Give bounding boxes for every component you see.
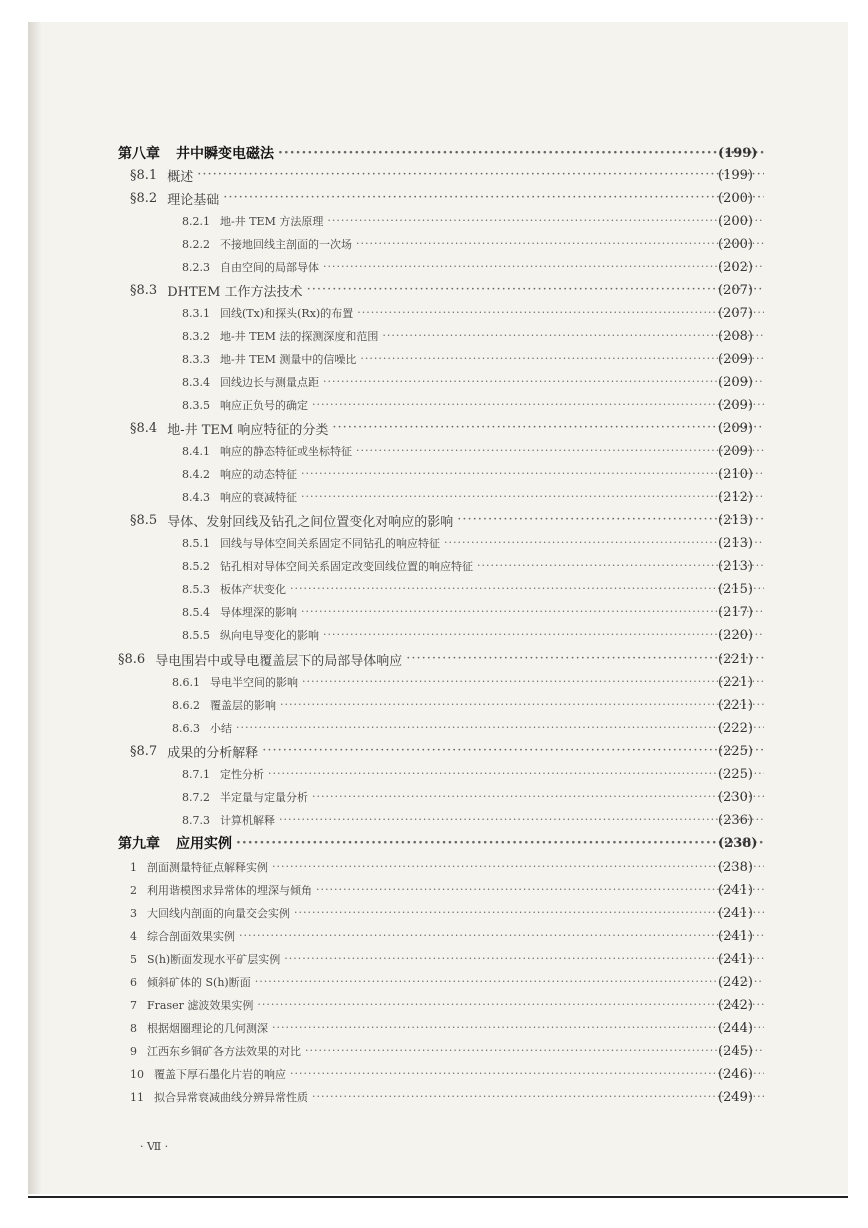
- toc-example-row: [0, 948, 868, 970]
- toc-number: 8.5.2: [182, 559, 210, 573]
- page-folio: · Ⅶ ·: [140, 1140, 169, 1153]
- toc-title: 成果的分析解释: [167, 745, 259, 761]
- toc-number: 10: [130, 1067, 144, 1081]
- toc-dot-leader: [301, 465, 764, 483]
- toc-chapter-row: [0, 832, 868, 854]
- toc-title: 利用谐模图求异常体的埋深与倾角: [147, 884, 312, 897]
- toc-title: 地-井 TEM 法的探测深度和范围: [220, 330, 379, 343]
- toc-number: §8.4: [130, 420, 158, 436]
- toc-section-row: [0, 648, 868, 670]
- toc-number: 8.3.2: [182, 329, 210, 343]
- toc-dot-leader: [301, 488, 764, 506]
- toc-example-row: [0, 994, 868, 1016]
- toc-section-row: [0, 187, 868, 209]
- toc-subsection-row: [0, 348, 868, 370]
- toc-dot-leader: [290, 1065, 764, 1083]
- toc-dot-leader: [356, 235, 764, 253]
- toc-title: 响应正负号的确定: [220, 399, 308, 412]
- toc-page-number: (220): [718, 627, 753, 643]
- toc-subsection-row: [0, 302, 868, 324]
- toc-number: §8.3: [130, 282, 158, 298]
- toc-number: 3: [130, 906, 137, 920]
- toc-number: 7: [130, 998, 137, 1012]
- toc-page-number: (241): [718, 928, 753, 944]
- toc-number: 4: [130, 929, 137, 943]
- toc-number: 8.6.2: [172, 698, 200, 712]
- toc-number: 8.6.1: [172, 675, 200, 689]
- toc-dot-leader: [444, 534, 764, 552]
- toc-subsection-row: [0, 233, 868, 255]
- toc-title: 地-井 TEM 方法原理: [220, 215, 324, 228]
- toc-example-row: [0, 971, 868, 993]
- toc-section-row: [0, 279, 868, 301]
- toc-page-number: (246): [718, 1066, 753, 1082]
- toc-number: 8.7.3: [182, 813, 210, 827]
- toc-title: 概述: [167, 169, 194, 185]
- toc-title: DHTEM 工作方法技术: [167, 284, 303, 300]
- toc-number: 8.5.1: [182, 536, 210, 550]
- toc-title: 大回线内剖面的向量交会实例: [147, 907, 290, 920]
- toc-subsection-row: [0, 809, 868, 831]
- toc-title: 纵向电导变化的影响: [220, 629, 319, 642]
- toc-page-number: (221): [718, 697, 753, 713]
- toc-title: 回线与导体空间关系固定不同钻孔的响应特征: [220, 537, 440, 550]
- toc-page-number: (245): [718, 1043, 753, 1059]
- toc-subsection-row: [0, 624, 868, 646]
- toc-title: 拟合异常衰减曲线分辨异常性质: [154, 1091, 308, 1104]
- toc-dot-leader: [357, 304, 764, 322]
- toc-title: 江西东乡铜矿各方法效果的对比: [147, 1045, 301, 1058]
- toc-title: 回线边长与测量点距: [220, 376, 319, 389]
- toc-subsection-row: [0, 256, 868, 278]
- toc-title: 半定量与定量分析: [220, 791, 308, 804]
- toc-dot-leader: [279, 811, 764, 829]
- toc-title: 钻孔相对导体空间关系固定改变回线位置的响应特征: [220, 560, 473, 573]
- toc-section-row: [0, 509, 868, 531]
- toc-example-row: [0, 925, 868, 947]
- toc-subsection-row: [0, 325, 868, 347]
- toc-title: 小结: [210, 722, 232, 735]
- toc-page-number: (242): [718, 974, 753, 990]
- toc-title: 导体埋深的影响: [220, 606, 297, 619]
- toc-page-number: (217): [718, 604, 753, 620]
- toc-page-number: (202): [718, 259, 753, 275]
- toc-page-number: (241): [718, 882, 753, 898]
- toc-subsection-row: [0, 786, 868, 808]
- toc-page-number: (241): [718, 905, 753, 921]
- toc-page-number: (208): [718, 328, 753, 344]
- toc-page-number: (213): [718, 535, 753, 551]
- toc-number: 第九章: [118, 836, 160, 852]
- toc-number: 第八章: [118, 146, 160, 162]
- toc-page-number: (199): [718, 167, 753, 183]
- toc-example-row: [0, 1063, 868, 1085]
- toc-example-row: [0, 1017, 868, 1039]
- toc-number: 5: [130, 952, 137, 966]
- toc-page-number: (213): [718, 512, 753, 528]
- toc-example-row: [0, 902, 868, 924]
- toc-dot-leader: [312, 396, 764, 414]
- toc-title: 不接地回线主剖面的一次场: [220, 238, 352, 251]
- toc-title: Fraser 滤波效果实例: [147, 999, 254, 1012]
- toc-dot-leader: [255, 973, 764, 991]
- toc-page-number: (209): [718, 397, 753, 413]
- toc-dot-leader: [356, 442, 764, 460]
- toc-dot-leader: [268, 765, 764, 783]
- toc-title: 综合剖面效果实例: [147, 930, 235, 943]
- toc-number: 8.4.1: [182, 444, 210, 458]
- toc-number: 8.6.3: [172, 721, 200, 735]
- toc-number: 8.7.1: [182, 767, 210, 781]
- toc-dot-leader: [262, 742, 764, 760]
- toc-subsection-row: [0, 671, 868, 693]
- toc-page-number: (210): [718, 466, 753, 482]
- toc-example-row: [0, 879, 868, 901]
- toc-number: 2: [130, 883, 137, 897]
- toc-title: 导电围岩中或导电覆盖层下的局部导体响应: [155, 653, 403, 669]
- toc-number: §8.7: [130, 743, 158, 759]
- toc-page-number: (199): [718, 145, 758, 161]
- toc-page-number: (238): [718, 859, 753, 875]
- toc-dot-leader: [332, 419, 764, 437]
- toc-subsection-row: [0, 578, 868, 600]
- toc-number: 9: [130, 1044, 137, 1058]
- toc-page-number: (225): [718, 743, 753, 759]
- toc-title: 应用实例: [176, 836, 232, 852]
- toc-page-number: (209): [718, 351, 753, 367]
- toc-page-number: (207): [718, 305, 753, 321]
- toc-number: 8.3.3: [182, 352, 210, 366]
- toc-subsection-row: [0, 440, 868, 462]
- toc-dot-leader: [272, 858, 764, 876]
- toc-example-row: [0, 856, 868, 878]
- toc-page-number: (230): [718, 789, 753, 805]
- toc-title: 倾斜矿体的 S(h)断面: [147, 976, 251, 989]
- toc-chapter-row: [0, 142, 868, 164]
- toc-subsection-row: [0, 371, 868, 393]
- toc-title: 导体、发射回线及钻孔之间位置变化对响应的影响: [167, 514, 454, 530]
- toc-page-number: (207): [718, 282, 753, 298]
- toc-title: 自由空间的局部导体: [220, 261, 319, 274]
- toc-title: 板体产状变化: [220, 583, 286, 596]
- toc-page-number: (221): [718, 651, 753, 667]
- toc-number: 8.2.1: [182, 214, 210, 228]
- toc-subsection-row: [0, 717, 868, 739]
- toc-page-number: (236): [718, 812, 753, 828]
- toc-number: §8.1: [130, 167, 158, 183]
- toc-dot-leader: [327, 212, 764, 230]
- toc-page-number: (200): [718, 213, 753, 229]
- toc-title: 理论基础: [167, 192, 220, 208]
- toc-number: 1: [130, 860, 137, 874]
- toc-subsection-row: [0, 463, 868, 485]
- toc-dot-leader: [257, 996, 764, 1014]
- toc-page-number: (241): [718, 951, 753, 967]
- toc-title: 覆盖下厚石墨化片岩的响应: [154, 1068, 286, 1081]
- toc-number: 8: [130, 1021, 137, 1035]
- toc-number: 8.5.4: [182, 605, 210, 619]
- toc-dot-leader: [323, 626, 764, 644]
- toc-dot-leader: [316, 881, 764, 899]
- toc-dot-leader: [360, 350, 764, 368]
- toc-subsection-row: [0, 601, 868, 623]
- toc-title: 导电半空间的影响: [210, 676, 298, 689]
- toc-title: 响应的动态特征: [220, 468, 297, 481]
- toc-subsection-row: [0, 394, 868, 416]
- toc-title: 响应的衰减特征: [220, 491, 297, 504]
- toc-page-number: (200): [718, 190, 753, 206]
- toc-dot-leader: [239, 927, 764, 945]
- toc-number: 8.3.4: [182, 375, 210, 389]
- toc-dot-leader: [312, 788, 764, 806]
- toc-title: 根据烟圈理论的几何测深: [147, 1022, 268, 1035]
- toc-subsection-row: [0, 210, 868, 232]
- toc-number: 8.3.1: [182, 306, 210, 320]
- toc-dot-leader: [197, 166, 764, 184]
- toc-title: 定性分析: [220, 768, 264, 781]
- toc-number: 6: [130, 975, 137, 989]
- toc-subsection-row: [0, 694, 868, 716]
- toc-number: 8.3.5: [182, 398, 210, 412]
- toc-dot-leader: [236, 834, 764, 852]
- toc-page-number: (244): [718, 1020, 753, 1036]
- toc-subsection-row: [0, 555, 868, 577]
- toc-title: 回线(Tx)和探头(Rx)的布置: [220, 307, 354, 320]
- toc-page-number: (213): [718, 558, 753, 574]
- toc-dot-leader: [272, 1019, 764, 1037]
- toc-dot-leader: [406, 650, 764, 668]
- toc-dot-leader: [294, 904, 764, 922]
- toc-number: 8.2.2: [182, 237, 210, 251]
- toc-dot-leader: [323, 258, 764, 276]
- toc-page-number: (209): [718, 443, 753, 459]
- toc-page-number: (238): [718, 835, 758, 851]
- toc-subsection-row: [0, 486, 868, 508]
- toc-dot-leader: [301, 603, 764, 621]
- toc-dot-leader: [312, 1088, 764, 1106]
- toc-page-number: (249): [718, 1089, 753, 1105]
- toc-dot-leader: [223, 189, 764, 207]
- toc-title: 计算机解释: [220, 814, 275, 827]
- toc-number: §8.5: [130, 512, 158, 528]
- toc-page-number: (242): [718, 997, 753, 1013]
- toc-dot-leader: [284, 950, 764, 968]
- toc-subsection-row: [0, 532, 868, 554]
- toc-page-number: (221): [718, 674, 753, 690]
- toc-dot-leader: [305, 1042, 764, 1060]
- toc-dot-leader: [323, 373, 764, 391]
- toc-title: 井中瞬变电磁法: [176, 146, 274, 162]
- toc-number: 11: [130, 1090, 144, 1104]
- toc-page-number: (225): [718, 766, 753, 782]
- toc-page-number: (222): [718, 720, 753, 736]
- toc-dot-leader: [382, 327, 764, 345]
- toc-dot-leader: [307, 281, 764, 299]
- toc-section-row: [0, 164, 868, 186]
- toc-title: S(h)断面发现水平矿层实例: [147, 953, 281, 966]
- toc-number: 8.4.2: [182, 467, 210, 481]
- toc-dot-leader: [278, 144, 764, 162]
- toc-dot-leader: [290, 580, 764, 598]
- toc-number: §8.2: [130, 190, 158, 206]
- toc-number: 8.5.5: [182, 628, 210, 642]
- toc-number: 8.2.3: [182, 260, 210, 274]
- toc-title: 地-井 TEM 响应特征的分类: [167, 422, 329, 438]
- toc-dot-leader: [302, 673, 764, 691]
- toc-example-row: [0, 1040, 868, 1062]
- toc-title: 地-井 TEM 测量中的信噪比: [220, 353, 357, 366]
- toc-number: §8.6: [118, 651, 146, 667]
- toc-dot-leader: [236, 719, 764, 737]
- toc-page-number: (215): [718, 581, 753, 597]
- toc-number: 8.5.3: [182, 582, 210, 596]
- toc-subsection-row: [0, 763, 868, 785]
- toc-page-number: (200): [718, 236, 753, 252]
- toc-page-number: (212): [718, 489, 753, 505]
- toc-title: 剖面测量特征点解释实例: [147, 861, 268, 874]
- toc-section-row: [0, 417, 868, 439]
- toc-page-number: (209): [718, 374, 753, 390]
- toc-dot-leader: [280, 696, 764, 714]
- toc-number: 8.7.2: [182, 790, 210, 804]
- toc-title: 响应的静态特征或坐标特征: [220, 445, 352, 458]
- toc-page-number: (209): [718, 420, 753, 436]
- toc-section-row: [0, 740, 868, 762]
- toc-example-row: [0, 1086, 868, 1108]
- toc-title: 覆盖层的影响: [210, 699, 276, 712]
- toc-number: 8.4.3: [182, 490, 210, 504]
